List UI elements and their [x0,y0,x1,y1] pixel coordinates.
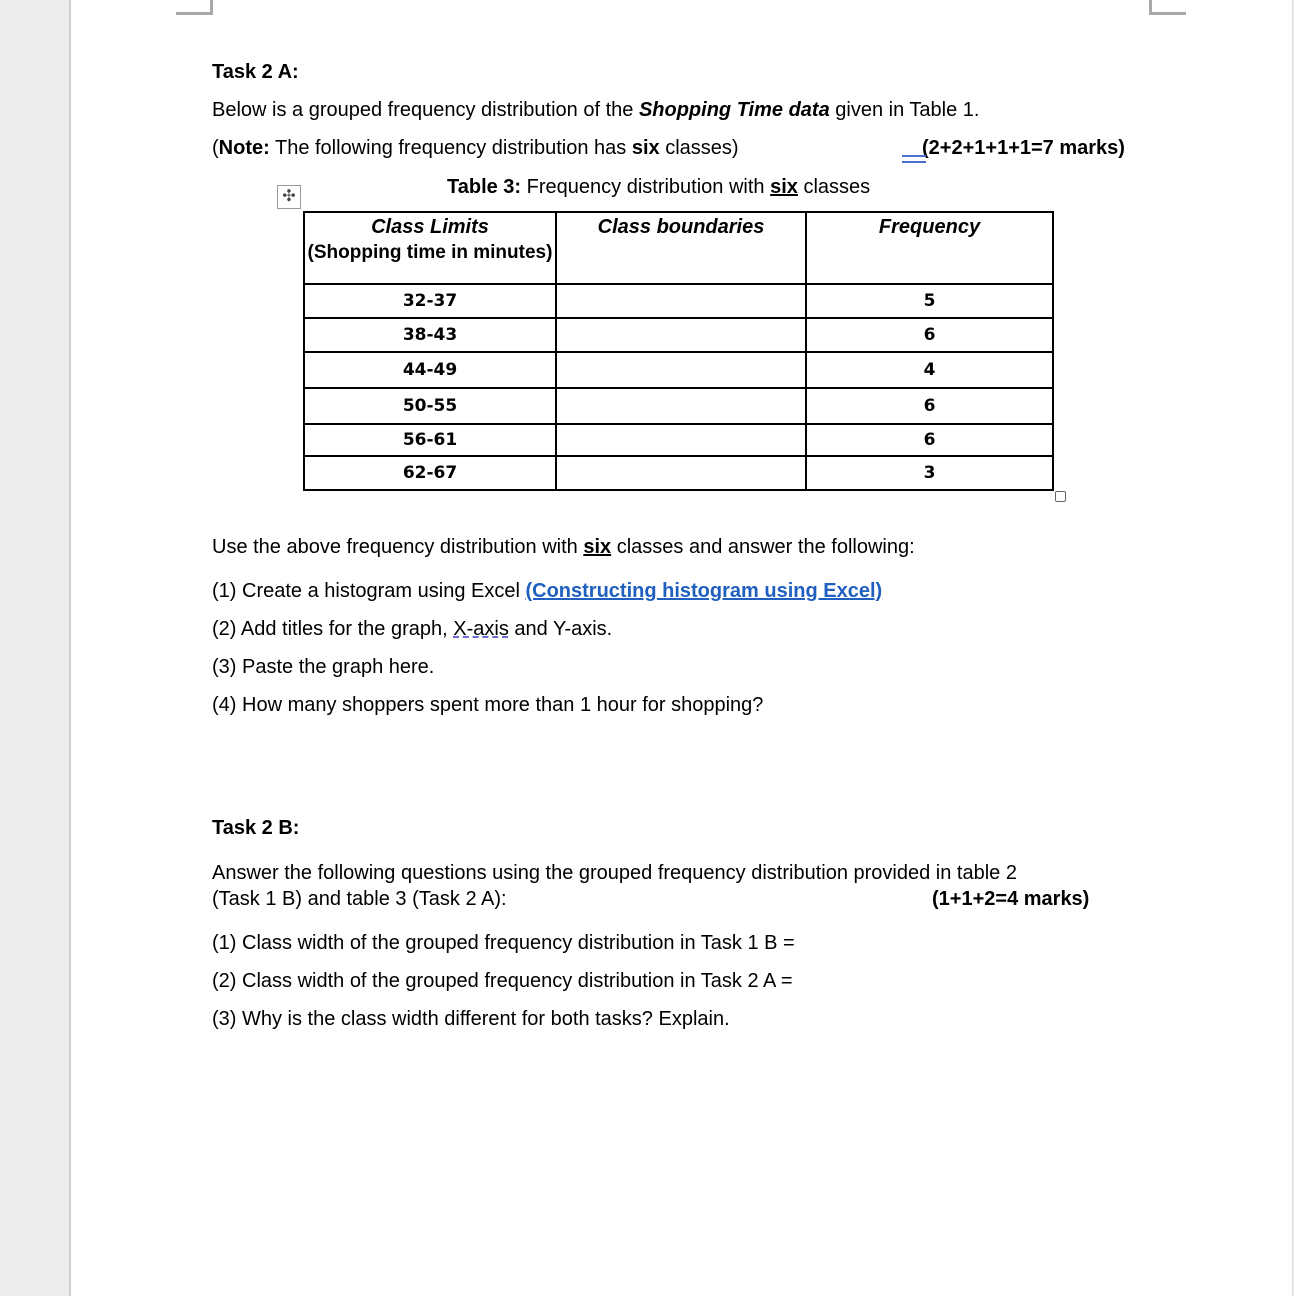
question-3: (3) Paste the graph here. [212,656,435,678]
table-row [304,318,1053,352]
task-2a-title: Task 2 A: [212,61,299,83]
cell-frequency: 6 [806,318,1053,352]
note-text: (Note: The following frequency distribution has six classes) [212,137,739,159]
table-header-row [304,212,1053,284]
cell-boundaries[interactable] [556,284,806,318]
cell-boundaries[interactable] [556,388,806,424]
header-class-boundaries: Class boundaries [556,212,806,284]
cell-limits: 38-43 [304,318,556,352]
table-row [304,284,1053,318]
intro-text: Below is a grouped frequency distribution of the Shopping Time data given in Table 1. [212,99,980,121]
header-frequency: Frequency [806,212,1053,284]
tab-marker-icon [902,155,926,163]
cell-boundaries[interactable] [556,456,806,490]
cell-frequency: 6 [806,424,1053,456]
cell-frequency: 4 [806,352,1053,388]
task-2b-title: Task 2 B: [212,817,300,839]
question-2: (2) Add titles for the graph, X-axis and Y-axis. [212,618,613,640]
crop-mark-left [176,0,213,15]
cell-limits: 56-61 [304,424,556,456]
table-row [304,456,1053,490]
cell-limits: 62-67 [304,456,556,490]
cell-limits: 44-49 [304,352,556,388]
table-row [304,352,1053,388]
header-class-limits: Class Limits (Shopping time in minutes) [304,212,556,284]
task-2b-question-2: (2) Class width of the grouped frequency distribution in Task 2 A = [212,970,793,992]
marks-2a: (2+2+1+1+1=7 marks) [922,137,1125,159]
table-move-handle-icon[interactable]: ✣ [277,185,301,209]
task-2b-line1: Answer the following questions using the grouped frequency distribution provided in table 2 [212,862,1017,884]
cell-boundaries[interactable] [556,352,806,388]
table-row [304,388,1053,424]
task-2b-line2: (Task 1 B) and table 3 (Task 2 A): [212,888,507,910]
frequency-table [303,211,1054,491]
cell-frequency: 5 [806,284,1053,318]
cell-boundaries[interactable] [556,318,806,352]
cell-frequency: 3 [806,456,1053,490]
crop-mark-right [1149,0,1186,15]
cell-boundaries[interactable] [556,424,806,456]
marks-2b: (1+1+2=4 marks) [932,888,1090,910]
histogram-help-link[interactable]: (Constructing histogram using Excel) [525,580,883,602]
cell-limits: 32-37 [304,284,556,318]
task-2b-question-3: (3) Why is the class width different for both tasks? Explain. [212,1008,730,1030]
table-resize-handle-icon[interactable] [1055,491,1066,502]
cell-limits: 50-55 [304,388,556,424]
question-4: (4) How many shoppers spent more than 1 hour for shopping? [212,694,764,716]
table-caption: Table 3: Frequency distribution with six classes [447,176,871,198]
use-instructions: Use the above frequency distribution with six classes and answer the following: [212,536,915,558]
question-1: (1) Create a histogram using Excel (Constructing histogram using Excel) [212,580,883,602]
cell-frequency: 6 [806,388,1053,424]
table-row [304,424,1053,456]
task-2b-question-1: (1) Class width of the grouped frequency distribution in Task 1 B = [212,932,795,954]
